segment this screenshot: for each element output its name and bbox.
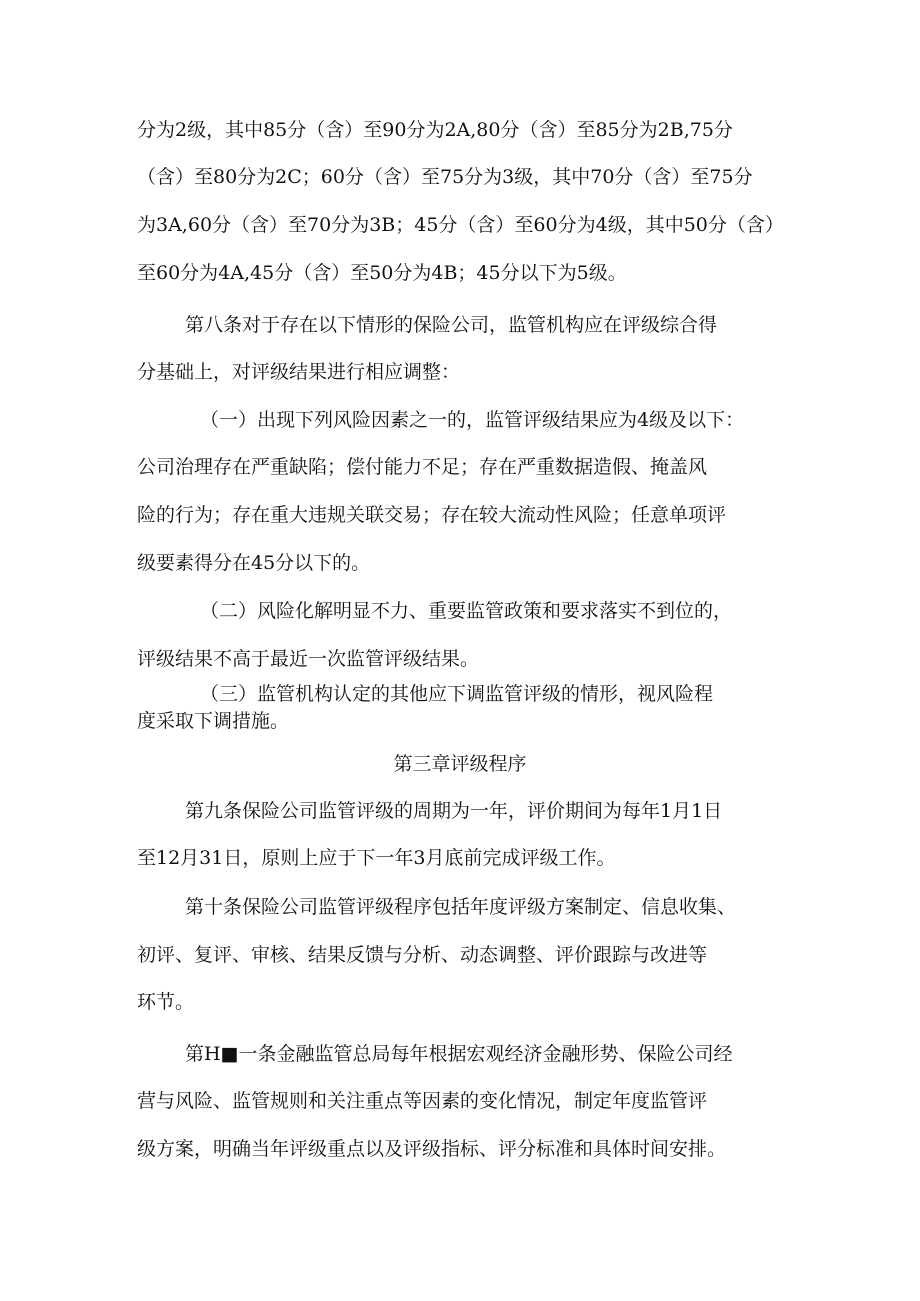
article-10-heading-line: 第十条保险公司监管评级程序包括年度评级方案制定、信息收集、 [185, 896, 737, 918]
item-1-line: （一）出现下列风险因素之一的，监管评级结果应为4级及以下： [200, 409, 745, 431]
text-line: 分基础上，对评级结果进行相应调整： [137, 361, 461, 383]
text-line: 评级结果不高于最近一次监管评级结果。 [137, 648, 480, 670]
text-line: 至60分为4A,45分（含）至50分为4B；45分以下为5级。 [137, 262, 627, 284]
article-8-heading-line: 第八条对于存在以下情形的保险公司，监管机构应在评级综合得 [185, 314, 718, 336]
item-3-line: （三）监管机构认定的其他应下调监管评级的情形，视风险程 [200, 683, 714, 705]
chapter-3-title: 第三章评级程序 [393, 753, 527, 775]
text-line: 级方案，明确当年评级重点以及评级指标、评分标准和具体时间安排。 [137, 1138, 727, 1160]
article-11-heading-line: 第H■一条金融监管总局每年根据宏观经济金融形势、保险公司经 [185, 1043, 733, 1065]
text-line: 为3A,60分（含）至70分为3B；45分（含）至60分为4级，其中50分（含） [137, 214, 784, 236]
text-line: 险的行为；存在重大违规关联交易；存在较大流动性风险；任意单项评 [137, 504, 727, 526]
text-line: 营与风险、监管规则和关注重点等因素的变化情况，制定年度监管评 [137, 1090, 708, 1112]
text-line: 公司治理存在严重缺陷；偿付能力不足；存在严重数据造假、掩盖风 [137, 456, 708, 478]
text-line: （含）至80分为2C；60分（含）至75分为3级，其中70分（含）至75分 [137, 166, 753, 188]
text-line: 度采取下调措施。 [137, 710, 290, 732]
text-line: 至12月31日，原则上应于下一年3月底前完成评级工作。 [137, 847, 616, 869]
text-line: 环节。 [137, 991, 195, 1013]
text-line: 初评、复评、审核、结果反馈与分析、动态调整、评价跟踪与改进等 [137, 944, 708, 966]
text-line: 级要素得分在45分以下的。 [137, 552, 371, 574]
text-line: 分为2级，其中85分（含）至90分为2A,80分（含）至85分为2B,75分 [137, 119, 733, 141]
article-9-heading-line: 第九条保险公司监管评级的周期为一年，评价期间为每年1月1日 [185, 800, 723, 822]
item-2-line: （二）风险化解明显不力、重要监管政策和要求落实不到位的， [200, 600, 733, 622]
